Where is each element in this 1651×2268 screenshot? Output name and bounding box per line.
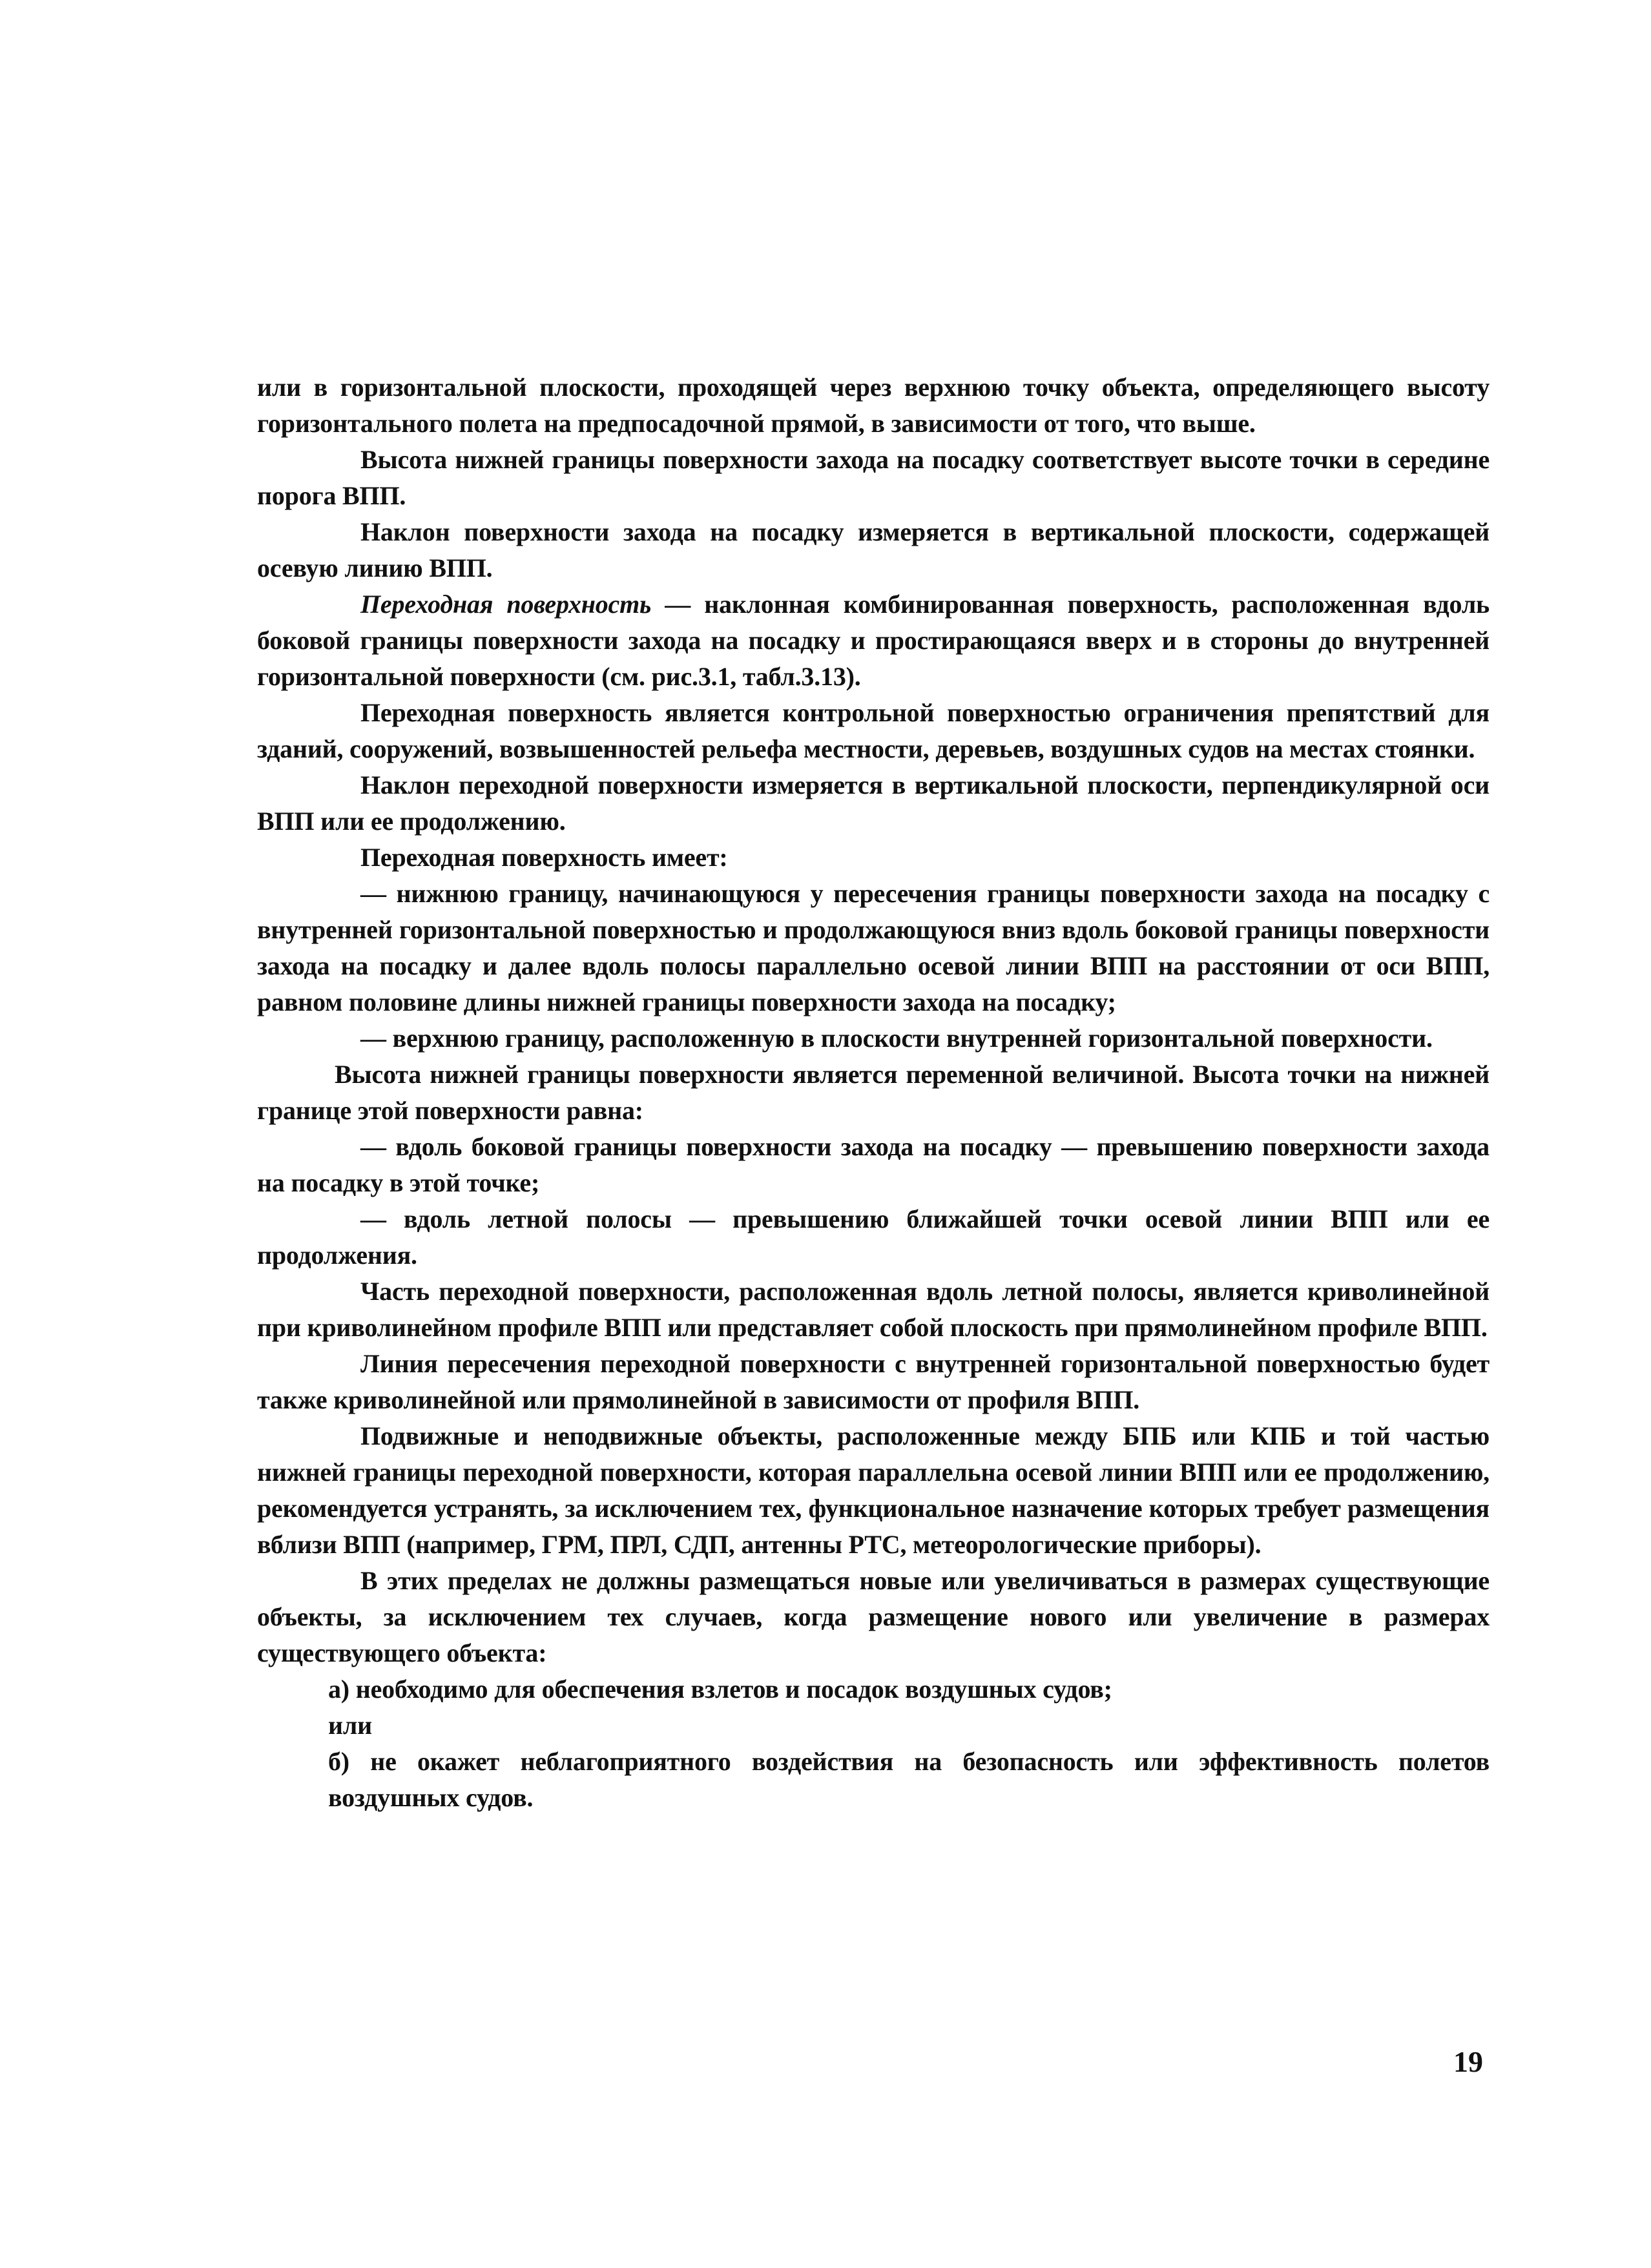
paragraph-9: — верхнюю границу, расположенную в плоскости внутренней горизонтальной поверхности. — [360, 1024, 1433, 1053]
term-transitional-surface: Переходная поверхность — [360, 590, 652, 619]
paragraph-12: — вдоль летной полосы — превышению ближайшей точки осевой линии ВПП или ее продолжения. — [257, 1204, 1490, 1270]
paragraph-1: или в горизонтальной плоскости, проходящей через верхнюю точку объекта, определяющего высоту горизонтального полета на предпосадочной прямой, в зависимости от того, что выше. — [257, 373, 1490, 438]
list-item-or: или — [328, 1711, 372, 1740]
paragraph-4 — [257, 586, 1490, 695]
term-dash: — — [651, 590, 705, 619]
paragraph-8: — нижнюю границу, начинающуюся у пересечения границы поверхности захода на посадку с внутренней горизонтальной поверхностью и продолжающуюся вниз вдоль боковой границы поверхности захода на посадку и далее вдоль полосы параллельно осевой линии ВПП на расстоянии от оси ВПП, равном половине длины нижней границы поверхности захода на посадку; — [257, 879, 1490, 1016]
paragraph-6: Наклон переходной поверхности измеряется в вертикальной плоскости, перпендикулярной оси ВПП или ее продолжению. — [257, 770, 1490, 836]
paragraph-3: Наклон поверхности захода на посадку измеряется в вертикальной плоскости, содержащей осевую линию ВПП. — [257, 517, 1490, 582]
paragraph-13: Часть переходной поверхности, расположенная вдоль летной полосы, является криволинейной при криволинейном профиле ВПП или представляет собой плоскость при прямолинейном профиле ВПП. — [257, 1277, 1490, 1342]
paragraph-15: Подвижные и неподвижные объекты, расположенные между БПБ или КПБ и той частью нижней границы переходной поверхности, которая параллельна осевой линии ВПП или ее продолжению, рекомендуется устранять, за исключением тех, функциональное назначение которых требует размещения вблизи ВПП (например, ГРМ, ПРЛ, СДП, антенны РТС, метеорологические приборы). — [257, 1421, 1490, 1559]
paragraph-2: Высота нижней границы поверхности захода на посадку соответствует высоте точки в середине порога ВПП. — [257, 445, 1490, 510]
page-number: 19 — [1453, 2045, 1483, 2078]
paragraph-5: Переходная поверхность является контрольной поверхностью ограничения препятствий для зданий, сооружений, возвышенностей рельефа местности, деревьев, воздушных судов на местах стоянки. — [257, 698, 1490, 763]
paragraph-11: — вдоль боковой границы поверхности захода на посадку — превышению поверхности захода на посадку в этой точке; — [257, 1132, 1490, 1197]
paragraph-16: В этих пределах не должны размещаться новые или увеличиваться в размерах существующие объекты, за исключением тех случаев, когда размещение нового или увеличение в размерах существующего объекта: — [257, 1566, 1490, 1667]
paragraph-10: Высота нижней границы поверхности является переменной величиной. Высота точки на нижней границе этой поверхности равна: — [257, 1060, 1490, 1125]
list-item-a: а) необходимо для обеспечения взлетов и посадок воздушных судов; — [328, 1675, 1112, 1704]
paragraph-7: Переходная поверхность имеет: — [360, 843, 728, 872]
paragraph-14: Линия пересечения переходной поверхности с внутренней горизонтальной поверхностью будет также криволинейной или прямолинейной в зависимости от профиля ВПП. — [257, 1349, 1490, 1414]
body-text — [257, 369, 1490, 1816]
list-item-b: б) не окажет неблагоприятного воздействия на безопасность или эффективность полетов воздушных судов. — [328, 1747, 1490, 1812]
term-definition: наклонная комбинированная поверхность, расположенная вдоль боковой границы поверхности захода на посадку и простирающаяся вверх и в стороны до внутренней горизонтальной поверхности (см. рис.3.1, табл.3.13). — [257, 590, 1490, 691]
